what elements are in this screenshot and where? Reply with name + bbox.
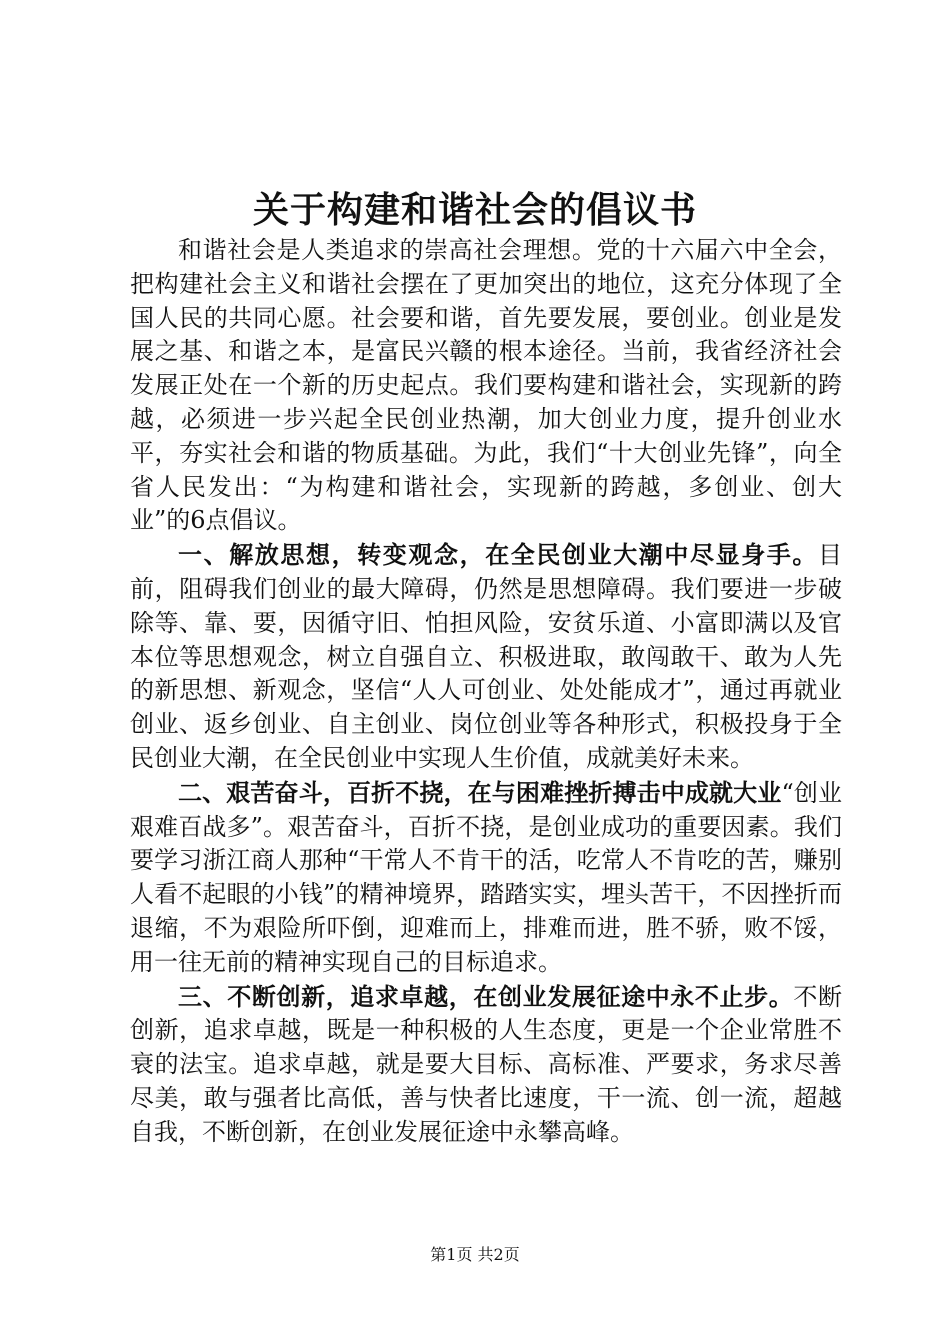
section-1-heading: 一、解放思想，转变观念，在全民创业大潮中尽显身手。 [178, 540, 818, 570]
section-2-heading: 二、艰苦奋斗，百折不挠，在与困难挫折搏击中成就大业 [178, 777, 782, 807]
intro-paragraph: 和谐社会是人类追求的崇高社会理想。党的十六届六中全会，把构建社会主义和谐社会摆在了更加突出的地位，这充分体现了全国人民的共同心愿。社会要和谐，首先要发展，要创业。创业是发展之基、和谐之本，是富民兴赣的根本途径。当前，我省经济社会发展正处在一个新的历史起点。我们要构建和谐社会，实现新的跨越，必须进一步兴起全民创业热潮，加大创业力度，提升创业水平，夯实社会和谐的物质基础。为此，我们“十大创业先锋”，向全省人民发出：“为构建和谐社会，实现新的跨越，多创业、创大业”的6点倡议。 [130, 236, 842, 535]
section-1-paragraph [130, 538, 842, 776]
section-2-text: “创业艰难百战多”。艰苦奋斗，百折不挠，是创业成功的重要因素。我们要学习浙江商人那种“干常人不肯干的活，吃常人不肯吃的苦，赚别人看不起眼的小钱”的精神境界，踏踏实实，埋头苦干，不因挫折而退缩，不为艰险所吓倒，迎难而上，排难而进，胜不骄，败不馁，用一往无前的精神实现自己的目标追求。 [130, 778, 842, 976]
page-footer: 第1页 共2页 [430, 1245, 520, 1264]
section-1-text: 目前，阻碍我们创业的最大障碍，仍然是思想障碍。我们要进一步破除等、靠、要，因循守旧、怕担风险，安贫乐道、小富即满以及官本位等思想观念，树立自强自立、积极进取，敢闯敢干、敢为人先的新思想、新观念，坚信“人人可创业、处处能成才”，通过再就业创业、返乡创业、自主创业、岗位创业等各种形式，积极投身于全民创业大潮，在全民创业中实现人生价值，成就美好未来。 [130, 541, 842, 772]
section-3-heading: 三、不断创新，追求卓越，在创业发展征途中永不止步。 [178, 981, 794, 1011]
document-body [130, 234, 842, 1150]
section-3-text: 不断创新，追求卓越，既是一种积极的人生态度，更是一个企业常胜不衰的法宝。追求卓越，就是要大目标、高标准、严要求，务求尽善尽美，敢与强者比高低，善与快者比速度，干一流、创一流，超越自我，不断创新，在创业发展征途中永攀高峰。 [130, 982, 843, 1146]
section-2-paragraph [130, 776, 842, 980]
document-title: 关于构建和谐社会的倡议书 [252, 189, 697, 231]
section-3-paragraph [130, 980, 842, 1150]
